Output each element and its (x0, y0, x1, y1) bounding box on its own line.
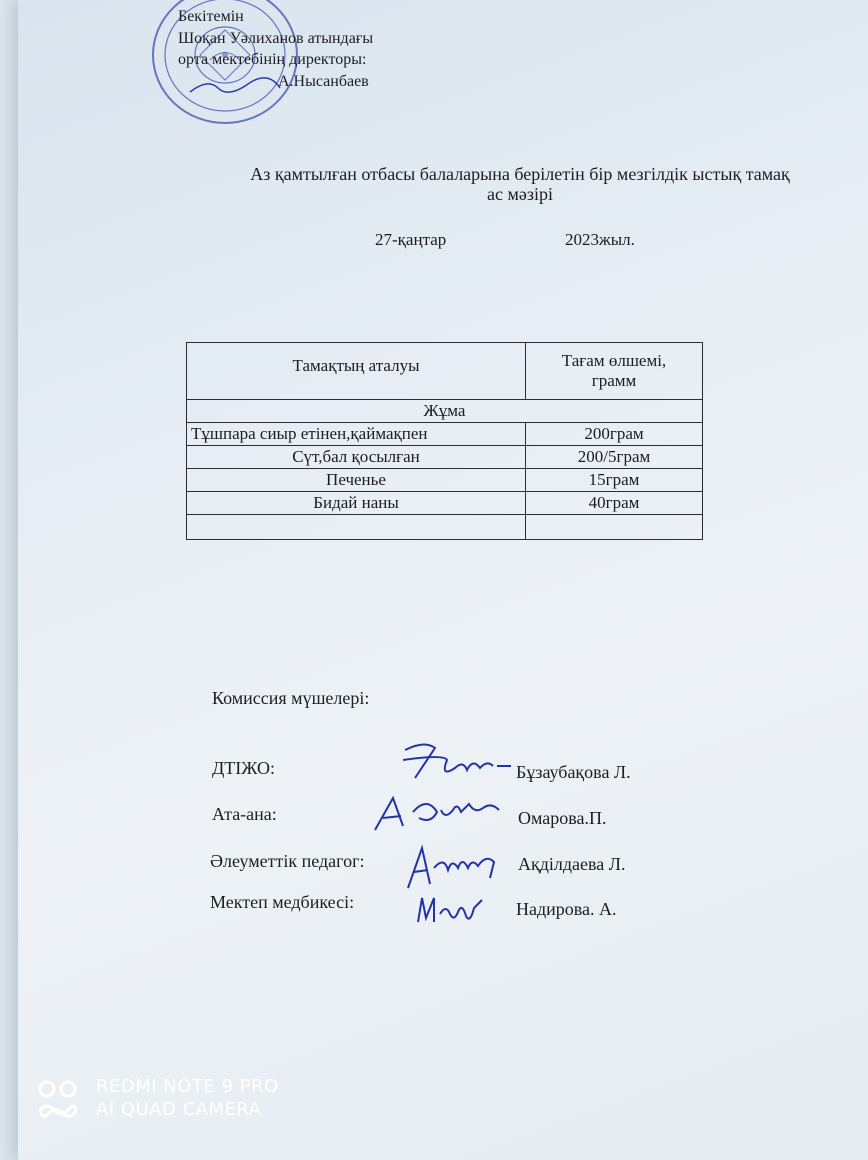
title-line-2: ас мәзірі (487, 184, 553, 204)
empty-cell (187, 515, 526, 540)
table-row (187, 469, 703, 492)
member-role: Әлеуметтік педагог: (210, 851, 365, 871)
portion-size: 40грам (526, 492, 703, 515)
approval-line-1: Бекітемін (178, 8, 244, 25)
watermark-line-1: REDMI NOTE 9 PRO (96, 1076, 279, 1097)
signature-4 (412, 888, 487, 930)
empty-cell (526, 515, 703, 540)
member-role: Мектеп медбикесі: (210, 892, 355, 912)
menu-table (186, 342, 703, 540)
table-row-empty (187, 515, 703, 540)
member-name: Омарова.П. (518, 808, 607, 828)
member-name: Надирова. А. (516, 899, 617, 919)
director-name: А.Нысанбаев (278, 73, 369, 90)
camera-brand-icon (36, 1078, 80, 1122)
watermark-line-2: AI QUAD CAMERA (96, 1099, 262, 1120)
member-role: ДТІЖО: (212, 758, 275, 778)
portion-size: 200грам (526, 423, 703, 446)
dish-name: Сүт,бал қосылған (187, 446, 526, 469)
commission-heading: Комиссия мүшелері: (212, 688, 370, 708)
portion-size: 15грам (526, 469, 703, 492)
date-year: 2023жыл. (565, 230, 635, 249)
day-label: Жұма (187, 400, 703, 423)
approval-line-3: орта мектебінің директоры: (178, 51, 367, 68)
signature-2 (365, 790, 505, 838)
camera-watermark (96, 1076, 279, 1120)
director-signature (188, 74, 284, 96)
portion-size: 200/5грам (526, 446, 703, 469)
signature-1 (385, 738, 515, 788)
header-dish-name: Тамақтың аталуы (187, 343, 526, 400)
table-header-row (187, 343, 703, 400)
member-name: Бұзаубақова Л. (516, 762, 631, 782)
table-row (187, 446, 703, 469)
date-day: 27-қаңтар (375, 230, 447, 249)
member-name: Ақділдаева Л. (518, 854, 626, 874)
table-row (187, 423, 703, 446)
approval-line-2: Шоқан Уәлиханов атындағы (178, 30, 374, 47)
header-portion-size: Тағам өлшемі, грамм (526, 343, 703, 400)
day-row (187, 400, 703, 423)
title-line-1: Аз қамтылған отбасы балаларына берілетін бір мезгілдік ыстық тамақ (250, 164, 790, 184)
dish-name: Тұшпара сиыр етінен,қаймақпен (187, 423, 526, 446)
member-role: Ата-ана: (212, 804, 277, 824)
dish-name: Печенье (187, 469, 526, 492)
dish-name: Бидай наны (187, 492, 526, 515)
document-title (175, 164, 865, 204)
table-row (187, 492, 703, 515)
